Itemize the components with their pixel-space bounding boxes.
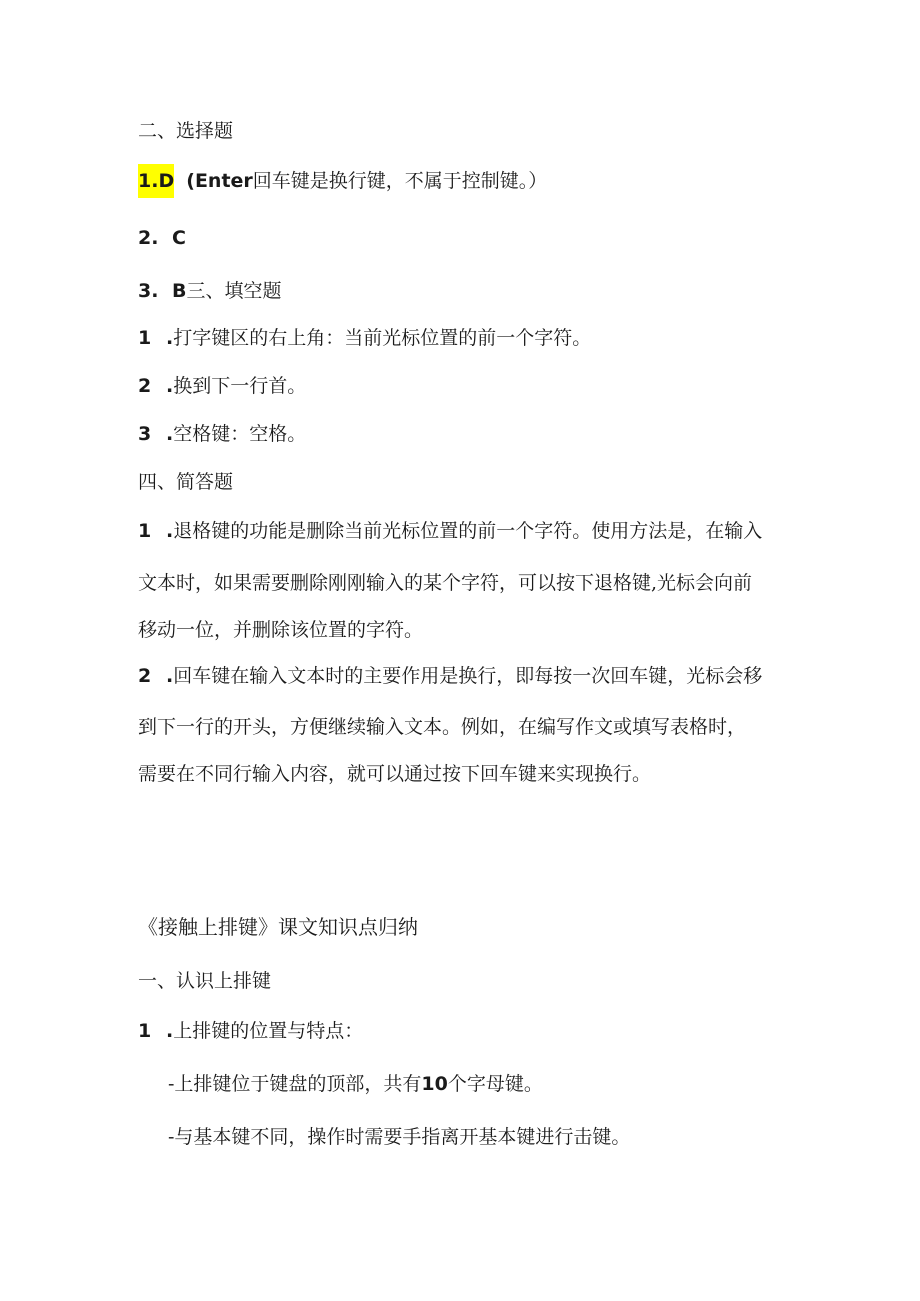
fill-item-num: 2 [138, 375, 152, 397]
short-answer-2-line-3 [138, 761, 651, 787]
lesson-point-num: 1 [138, 1020, 152, 1042]
answer-3 [138, 278, 282, 304]
answer-3-num: 3. [138, 280, 159, 302]
short-answer-1-line-3 [138, 617, 423, 643]
short-answer-text: 回车键在输入文本时的主要作用是换行，即每按一次回车键，光标会移 [173, 665, 763, 687]
lesson-bullet-1 [168, 1071, 543, 1097]
lesson-point-dot: . [166, 1020, 174, 1042]
short-answer-dot: . [166, 520, 174, 542]
bullet-text-post: 个字母键。 [447, 1073, 543, 1095]
short-answer-1-line-2 [138, 570, 752, 596]
answer-1-label: 1.D [138, 164, 174, 198]
short-answer-num: 2 [138, 665, 152, 687]
lesson-title-text: 《接触上排键》课文知识点归纳 [138, 915, 418, 939]
heading-text: 四、简答题 [138, 471, 234, 493]
fill-item-dot: . [166, 423, 174, 445]
lesson-section-heading [138, 968, 271, 994]
short-answer-1-line-1 [138, 518, 762, 544]
fill-item-text: 空格键：空格。 [173, 423, 307, 445]
lesson-point-1 [138, 1018, 363, 1044]
answer-1-enter: (Enter [186, 170, 253, 192]
bullet-text-pre: -上排键位于键盘的顶部，共有 [168, 1073, 422, 1095]
answer-1 [138, 168, 547, 194]
short-answer-2-line-2 [138, 714, 746, 740]
fill-item-dot: . [166, 375, 174, 397]
fill-item-3 [138, 421, 306, 447]
fill-item-text: 打字键区的右上角：当前光标位置的前一个字符。 [173, 327, 592, 349]
short-answer-2-line-1 [138, 663, 762, 689]
short-answer-text: 移动一位，并删除该位置的字符。 [138, 619, 424, 641]
heading-text: 二、选择题 [138, 120, 234, 142]
answer-2 [138, 225, 186, 251]
answer-2-num: 2. [138, 227, 159, 249]
section-heading-short-answer [138, 469, 233, 495]
short-answer-num: 1 [138, 520, 152, 542]
bullet-text: -与基本键不同，操作时需要手指离开基本键进行击键。 [168, 1126, 631, 1148]
answer-2-value: C [172, 227, 186, 249]
short-answer-text: 退格键的功能是删除当前光标位置的前一个字符。使用方法是，在输入 [173, 520, 763, 542]
lesson-title [138, 914, 418, 940]
fill-item-1 [138, 325, 591, 351]
fill-item-num: 3 [138, 423, 152, 445]
short-answer-text: 文本时，如果需要删除刚刚输入的某个字符，可以按下退格键,光标会向前 [138, 572, 753, 594]
section-heading-fill: 三、填空题 [186, 280, 282, 302]
fill-item-2 [138, 373, 306, 399]
lesson-point-text: 上排键的位置与特点： [173, 1020, 364, 1042]
answer-3-value: B [172, 280, 187, 302]
fill-item-dot: . [166, 327, 174, 349]
short-answer-text: 到下一行的开头，方便继续输入文本。例如，在编写作文或填写表格时， [138, 716, 747, 738]
heading-text: 一、认识上排键 [138, 970, 272, 992]
answer-1-text: 回车键是换行键，不属于控制键。） [252, 170, 548, 192]
short-answer-dot: . [166, 665, 174, 687]
fill-item-text: 换到下一行首。 [173, 375, 307, 397]
fill-item-num: 1 [138, 327, 152, 349]
section-heading-choice [138, 118, 233, 144]
bullet-number: 10 [421, 1073, 448, 1095]
short-answer-text: 需要在不同行输入内容，就可以通过按下回车键来实现换行。 [138, 763, 652, 785]
lesson-bullet-2 [168, 1124, 630, 1150]
